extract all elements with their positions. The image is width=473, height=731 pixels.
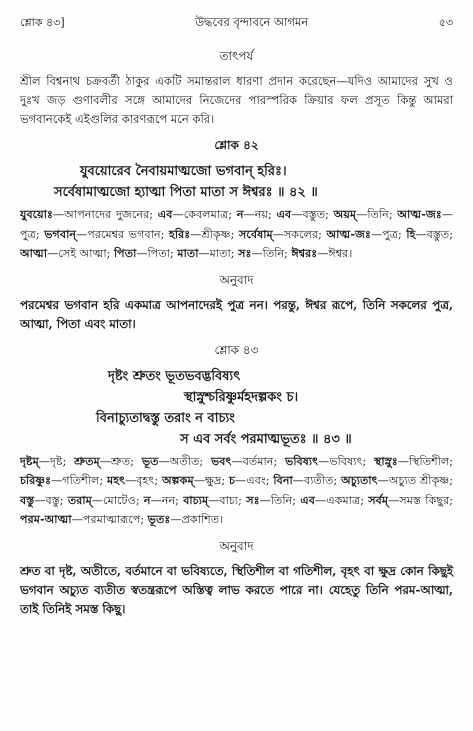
synonym-word: সর্বম্ (368, 492, 389, 507)
header-verse-ref: শ্লোক ৪৩] (20, 16, 65, 29)
synonym-word: আত্মা (20, 246, 48, 260)
synonym-meaning: সকলের (283, 227, 319, 241)
synonym-meaning: নয় (254, 208, 268, 221)
verse-42-line-1: যুবয়োরেব নৈবায়মাত্মজো ভগবান্ হরিঃ। (80, 164, 287, 179)
synonym-word: অল্পকম্ (161, 473, 194, 487)
synonym-meaning: অতীত (169, 454, 200, 468)
synonym-word: অচ্যুতাৎ (341, 473, 378, 487)
verse-42-translation-heading: অনুবাদ (219, 272, 254, 287)
purport-heading: তাৎপর্য (219, 49, 254, 63)
synonym-meaning: তিনি (367, 208, 389, 221)
synonym-word: ভূতঃ (147, 512, 171, 526)
synonym-meaning: ক্ষুদ্র (204, 474, 222, 487)
synonym-meaning: শ্রীকৃষ্ণ (201, 227, 231, 241)
synonym-meaning: বস্তু (45, 493, 60, 507)
synonym-meaning: পুত্র (20, 227, 36, 241)
synonym-word: ভূত (141, 453, 159, 468)
synonym-meaning: মাতা (209, 247, 231, 260)
synonym-word: অয়ম্ (333, 207, 357, 221)
synonym-meaning: পরমেশ্বর ভগবান (87, 227, 161, 241)
synonym-meaning: বর্তমান (242, 454, 274, 468)
verse-42-line-2: সর্বেষামাত্মজো হ্যাত্মা পিতা মাতা স ঈশ্বরঃ ॥ ৪২ ॥ (54, 185, 318, 200)
synonym-word: চরিষ্ণুঃ (20, 473, 52, 487)
synonym-word: তরাম্ (67, 492, 92, 507)
verse-42-heading: শ্লোক ৪২ (214, 138, 259, 152)
verse-43-translation: শ্রুত বা দৃষ্ট, অতীতে, বর্তমানে বা ভবিষ্যতে, স্থিতিশীল বা গতিশীল, বৃহৎ বা ক্ষুদ্র কোন কিছুই ভগবান অচ্যুত ব্যতীত স্বতন্ত্ররূপে অস্তিত্ব লাভ করতে পারে না। যেহেতু তিনি পরম-আত্মা, তাই তিনিই সমস্ত কিছু। (20, 563, 453, 616)
synonym-word: এব (276, 207, 292, 221)
verse-42-text (20, 161, 453, 203)
synonym-word: ভবিষ্যৎ (284, 453, 319, 468)
synonym-word: বিনা (273, 473, 293, 487)
synonym-word: এব (157, 207, 173, 221)
synonym-meaning: পরমাত্মারূপে (82, 513, 141, 526)
synonym-meaning: ভবিষ্যৎ (329, 454, 363, 468)
synonym-meaning: নন (161, 493, 176, 507)
header-chapter-title: উদ্ধবের বৃন্দাবনে আগমন (195, 15, 309, 29)
synonym-word: আত্ম-জঃ (397, 207, 442, 221)
book-page (20, 14, 453, 619)
synonym-word: এব (300, 492, 316, 507)
synonym-meaning: কেবলমাত্র (183, 208, 229, 221)
verse-43-heading: শ্লোক ৪৩ (214, 342, 259, 357)
synonym-meaning: আপনাদের দুজনের (64, 208, 150, 221)
synonym-meaning: তিনি (270, 493, 293, 507)
synonym-meaning: একমাত্র (326, 493, 361, 507)
synonym-word: যুবয়োঃ (20, 207, 53, 221)
page-number: ৫৩ (438, 16, 453, 29)
verse-43-line-3: বিনাচ্যুতাদ্বস্তু তরাং ন বাচ্যং (96, 410, 235, 426)
synonym-meaning: স্থিতিশীল (408, 454, 450, 468)
synonym-meaning: সমস্ত কিছুর (399, 493, 450, 507)
synonym-meaning: বৃহৎ (136, 474, 155, 487)
synonym-word: শ্রুতম্ (74, 453, 100, 468)
synonym-word: দৃষ্টম্ (20, 453, 39, 468)
synonym-word: স্থাস্নুঃ (374, 453, 398, 468)
verse-43-line-4: স এব সর্বং পরমাত্মভূতঃ ॥ ৪৩ ॥ (180, 431, 352, 447)
synonym-meaning: ঈশ্বর (328, 247, 349, 260)
synonym-meaning: পিতা (147, 247, 171, 260)
synonym-meaning: প্রকাশিত (181, 513, 220, 526)
verse-42-synonyms: যুবয়োঃ—আপনাদের দুজনের; এব—কেবলমাত্র; ন—নয়; এব—বস্তুত; অয়ম্—তিনি; আত্ম-জঃ—পুত্র; ভগবান্—পরমেশ্বর ভগবান; হরিঃ—শ্রীকৃষ্ণ; সর্বেষাম্—সকলের; আত্ম-জঃ—পুত্র; হি—বস্তুত; আত্মা—সেই আত্মা; পিতা—পিতা; মাতা—মাতা; সঃ—তিনি; ঈশ্বরঃ—ঈশ্বর। (20, 207, 454, 260)
verse-43-line-2: স্থাস্নুশ্চরিষ্ণুর্মহদল্পকং চ। (184, 389, 299, 405)
verse-42-translation: পরমেশ্বর ভগবান হরি একমাত্র আপনাদেরই পুত্র নন। পরন্তু, ঈশ্বর রূপে, তিনি সকলের পুত্র, আত্মা, পিতা এবং মাতা। (20, 297, 453, 331)
synonym-word: সঃ (238, 246, 252, 260)
synonym-word: চ (229, 473, 236, 487)
running-header (20, 14, 453, 40)
synonym-meaning: বাচ্য (219, 493, 239, 507)
synonym-word: মাতা (177, 246, 199, 260)
synonym-meaning: শ্রুত (110, 454, 131, 468)
verse-43-synonyms: দৃষ্টম্—দৃষ্ট; শ্রুতম্—শ্রুত; ভূত—অতীত; ভবৎ—বর্তমান; ভবিষ্যৎ—ভবিষ্যৎ; স্থাস্নুঃ—স্থিতিশীল; চরিষ্ণুঃ—গতিশীল; মহৎ—বৃহৎ; অল্পকম্—ক্ষুদ্র; চ—এবং; বিনা—ব্যতীত; অচ্যুতাৎ—অচ্যুত শ্রীকৃষ্ণ; বস্তু—বস্তু; তরাম্—মোটেও; ন—নন; বাচ্যম্—বাচ্য; সঃ—তিনি; এব—একমাত্র; সর্বম্—সমস্ত কিছুর; পরম-আত্মা—পরমাত্মারূপে; ভূতঃ—প্রকাশিত। (20, 453, 454, 526)
purport-text: শ্রীল বিশ্বনাথ চক্রবর্তী ঠাকুর একটি সমান্তরাল ধারণা প্রদান করেছেন—যদিও আমাদের সুখ ও দুঃখ জড় গুণাবলীর সঙ্গে আমাদের নিজেদের পারস্পরিক ক্রিয়ার ফল প্রসূত কিন্তু আমরা ভগবানকেই এইগুলির কারণরূপে মনে করি। (20, 74, 453, 126)
synonym-meaning: বস্তুত (302, 208, 326, 221)
synonym-word: হি (406, 226, 416, 241)
verse-43-line-1: দৃষ্টং শ্রুতং ভূতভবদ্ভবিষ্যৎ (108, 368, 241, 384)
synonym-meaning: দৃষ্ট (49, 454, 63, 468)
synonym-meaning: পুত্র (382, 227, 398, 241)
synonym-meaning: বস্তুত (426, 227, 450, 241)
synonym-word: আত্ম-জঃ (326, 226, 371, 241)
synonym-meaning: এবং (246, 474, 266, 487)
synonym-meaning: গতিশীল (62, 474, 100, 487)
verse-43-translation-heading: অনুবাদ (219, 538, 254, 553)
synonym-meaning: ব্যতীত (303, 474, 334, 487)
synonym-word: বাচ্যম্ (183, 492, 209, 507)
synonym-word: ভগবান্ (44, 226, 77, 241)
synonym-word: ঈশ্বরঃ (291, 246, 318, 260)
synonym-meaning: মোটেও (103, 493, 136, 507)
synonym-word: পিতা (113, 246, 137, 260)
synonym-word: মহৎ (106, 473, 126, 487)
synonym-word: ন (143, 492, 151, 507)
synonym-meaning: অচ্যুত শ্রীকৃষ্ণ (388, 474, 450, 487)
synonym-word: পরম-আত্মা (20, 512, 72, 526)
synonym-word: ভবৎ (210, 453, 232, 468)
verse-43-text (20, 366, 453, 450)
synonym-word: সর্বেষাম্ (238, 226, 273, 241)
synonym-word: সঃ (246, 492, 260, 507)
synonym-meaning: সেই আত্মা (58, 247, 107, 260)
synonym-meaning: তিনি (262, 247, 285, 260)
synonym-word: বস্তু (20, 492, 35, 507)
synonym-word: ন (236, 207, 244, 221)
synonym-word: হরিঃ (169, 226, 191, 241)
